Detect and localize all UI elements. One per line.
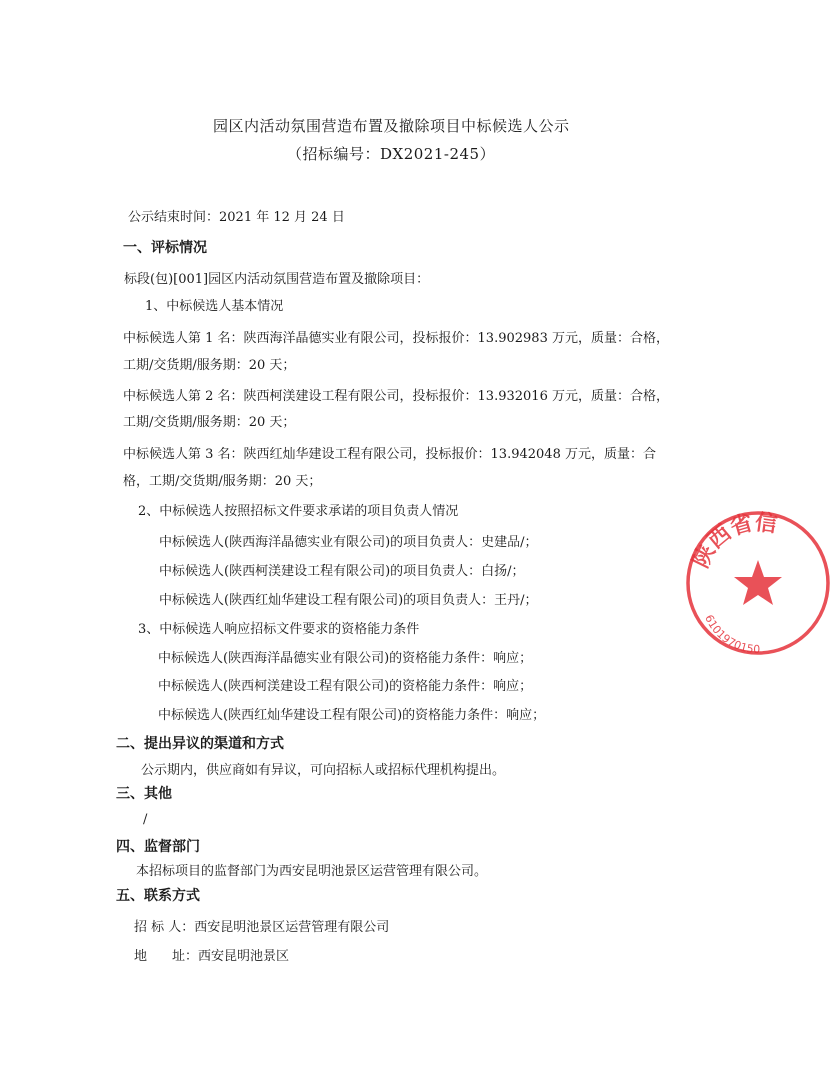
qualification-3: 中标候选人(陕西红灿华建设工程有限公司)的资格能力条件：响应；	[158, 708, 546, 723]
candidate-2-line-2: 工期/交货期/服务期：20 天；	[123, 415, 296, 430]
tenderer-line: 招 标 人：西安昆明池景区运营管理有限公司	[134, 920, 390, 935]
document-title: 园区内活动氛围营造布置及撤除项目中标候选人公示	[213, 117, 570, 135]
tender-number: （招标编号：DX2021-245）	[287, 145, 496, 163]
project-manager-3: 中标候选人(陕西红灿华建设工程有限公司)的项目负责人：王丹/；	[159, 593, 538, 608]
qualification-2: 中标候选人(陕西柯渼建设工程有限公司)的资格能力条件：响应；	[158, 679, 533, 694]
candidate-1-line-1: 中标候选人第 1 名：陕西海洋晶德实业有限公司，投标报价：13.902983 万元，质量：合格，	[123, 331, 669, 346]
seal-code-text: 6101970150	[702, 612, 761, 657]
project-manager-1: 中标候选人(陕西海洋晶德实业有限公司)的项目负责人：史建品/；	[159, 535, 538, 550]
address-line: 址：西安昆明池景区	[172, 949, 290, 964]
supervision-text: 本招标项目的监督部门为西安昆明池景区运营管理有限公司。	[136, 864, 488, 879]
section-heading-contact: 五、联系方式	[116, 888, 200, 904]
candidate-2-line-1: 中标候选人第 2 名：陕西柯渼建设工程有限公司，投标报价：13.932016 万元，质量：合格，	[123, 389, 669, 404]
section-heading-evaluation: 一、评标情况	[123, 240, 207, 256]
subsection-basic-info: 1、中标候选人基本情况	[145, 299, 284, 314]
section-heading-other: 三、其他	[116, 786, 172, 802]
qualification-1: 中标候选人(陕西海洋晶德实业有限公司)的资格能力条件：响应；	[158, 651, 533, 666]
candidate-3-line-1: 中标候选人第 3 名：陕西红灿华建设工程有限公司，投标报价：13.942048 万元，质量：合	[123, 447, 656, 462]
candidate-3-line-2: 格，工期/交货期/服务期：20 天；	[123, 474, 322, 489]
company-seal	[683, 508, 833, 658]
subsection-qualifications: 3、中标候选人响应招标文件要求的资格能力条件	[138, 622, 420, 637]
section-heading-supervision: 四、监督部门	[116, 839, 200, 855]
candidate-1-line-2: 工期/交货期/服务期：20 天；	[123, 358, 296, 373]
other-text: /	[143, 812, 148, 827]
seal-top-text: 陕西省信	[688, 510, 779, 573]
objection-text: 公示期内，供应商如有异议，可向招标人或招标代理机构提出。	[141, 763, 506, 778]
address-label: 地	[134, 949, 148, 964]
lot-description: 标段(包)[001]园区内活动氛围营造布置及撤除项目：	[124, 272, 430, 287]
project-manager-2: 中标候选人(陕西柯渼建设工程有限公司)的项目负责人：白扬/；	[159, 564, 525, 579]
announcement-end-time: 公示结束时间：2021 年 12 月 24 日	[128, 210, 345, 225]
section-heading-objection: 二、提出异议的渠道和方式	[116, 736, 284, 752]
subsection-project-managers: 2、中标候选人按照招标文件要求承诺的项目负责人情况	[138, 504, 459, 519]
